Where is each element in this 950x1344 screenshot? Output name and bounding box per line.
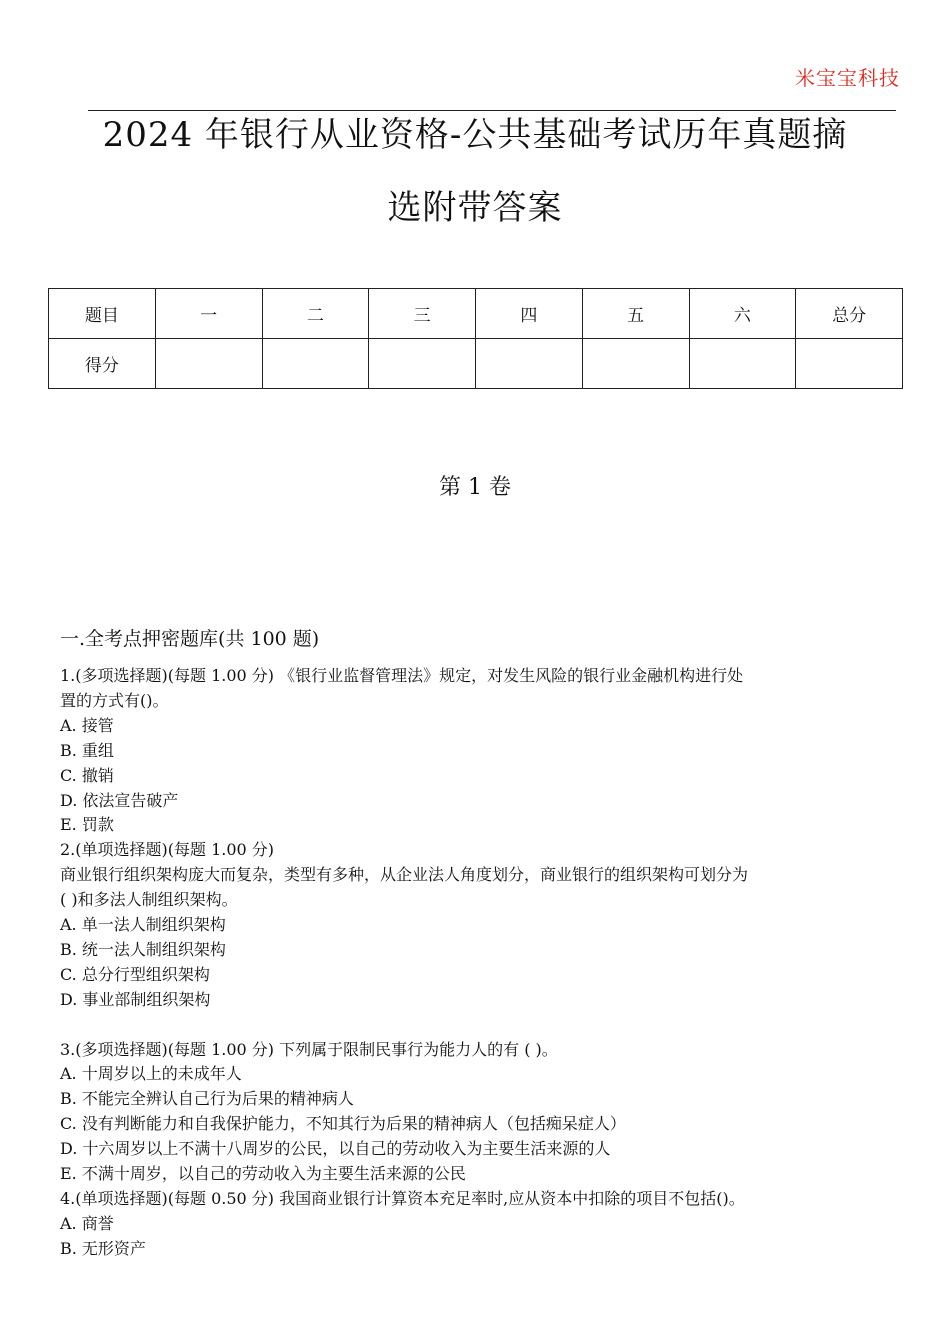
question-stem-continued: 置的方式有()。 — [60, 690, 169, 710]
document-title-line-2: 选附带答案 — [387, 188, 563, 228]
score-header-cell: 六 — [689, 289, 796, 339]
answer-option: D. 十六周岁以上不满十八周岁的公民，以自己的劳动收入为主要生活来源的人 — [60, 1139, 611, 1159]
question-2 — [60, 838, 900, 1012]
score-header-cell: 总分 — [796, 289, 903, 339]
score-empty-cell — [476, 339, 583, 389]
answer-option: A. 商誉 — [60, 1213, 114, 1233]
answer-option: B. 统一法人制组织架构 — [60, 939, 226, 959]
score-table-header-row — [49, 289, 903, 339]
question-3 — [60, 1038, 900, 1187]
question-4 — [60, 1187, 900, 1262]
answer-option: D. 依法宣告破产 — [60, 790, 179, 810]
score-empty-cell — [262, 339, 369, 389]
answer-option: C. 撤销 — [60, 765, 114, 785]
question-stem: 1.(多项选择题)(每题 1.00 分) 《银行业监督管理法》规定，对发生风险的银行业金融机构进行处 — [60, 666, 744, 685]
score-header-cell: 五 — [582, 289, 689, 339]
score-empty-cell — [796, 339, 903, 389]
section-title: 一.全考点押密题库(共 100 题) — [60, 628, 320, 650]
document-title-line-1: 2024 年银行从业资格-公共基础考试历年真题摘 — [102, 115, 848, 155]
score-header-cell: 题目 — [49, 289, 156, 339]
answer-option: B. 重组 — [60, 740, 114, 760]
answer-option: B. 无形资产 — [60, 1238, 146, 1258]
score-empty-cell — [155, 339, 262, 389]
volume-heading: 第 1 卷 — [439, 475, 511, 500]
answer-option: E. 罚款 — [60, 815, 114, 835]
score-empty-cell — [582, 339, 689, 389]
question-stem-continued: 商业银行组织架构庞大而复杂，类型有多种，从企业法人角度划分，商业银行的组织架构可划分为 — [60, 865, 749, 885]
score-header-cell: 二 — [262, 289, 369, 339]
question-stem: 4.(单项选择题)(每题 0.50 分) 我国商业银行计算资本充足率时,应从资本中扣除的项目不包括()。 — [60, 1189, 745, 1209]
answer-option: A. 单一法人制组织架构 — [60, 915, 226, 935]
answer-option: A. 接管 — [60, 715, 114, 735]
score-header-cell: 一 — [155, 289, 262, 339]
score-empty-cell — [369, 339, 476, 389]
score-empty-cell — [689, 339, 796, 389]
answer-option: C. 没有判断能力和自我保护能力，不知其行为后果的精神病人（包括痴呆症人） — [60, 1114, 626, 1134]
answer-option: C. 总分行型组织架构 — [60, 964, 210, 984]
question-stem-continued: ( )和多法人制组织架构。 — [60, 890, 238, 910]
answer-option: D. 事业部制组织架构 — [60, 989, 211, 1009]
blank-line — [60, 1013, 900, 1038]
answer-option: B. 不能完全辨认自己行为后果的精神病人 — [60, 1089, 354, 1109]
question-stem: 3.(多项选择题)(每题 1.00 分) 下列属于限制民事行为能力人的有 ( )。 — [60, 1039, 558, 1059]
question-stem: 2.(单项选择题)(每题 1.00 分) — [60, 840, 275, 860]
brand-label: 米宝宝科技 — [795, 66, 900, 90]
question-list — [60, 664, 900, 1262]
answer-option: A. 十周岁以上的未成年人 — [60, 1064, 242, 1084]
score-table — [48, 288, 903, 389]
score-table-score-row — [49, 339, 903, 389]
question-1 — [60, 664, 900, 838]
header-divider — [88, 110, 896, 111]
score-row-label: 得分 — [49, 339, 156, 389]
score-header-cell: 四 — [476, 289, 583, 339]
answer-option: E. 不满十周岁，以自己的劳动收入为主要生活来源的公民 — [60, 1164, 466, 1184]
score-header-cell: 三 — [369, 289, 476, 339]
